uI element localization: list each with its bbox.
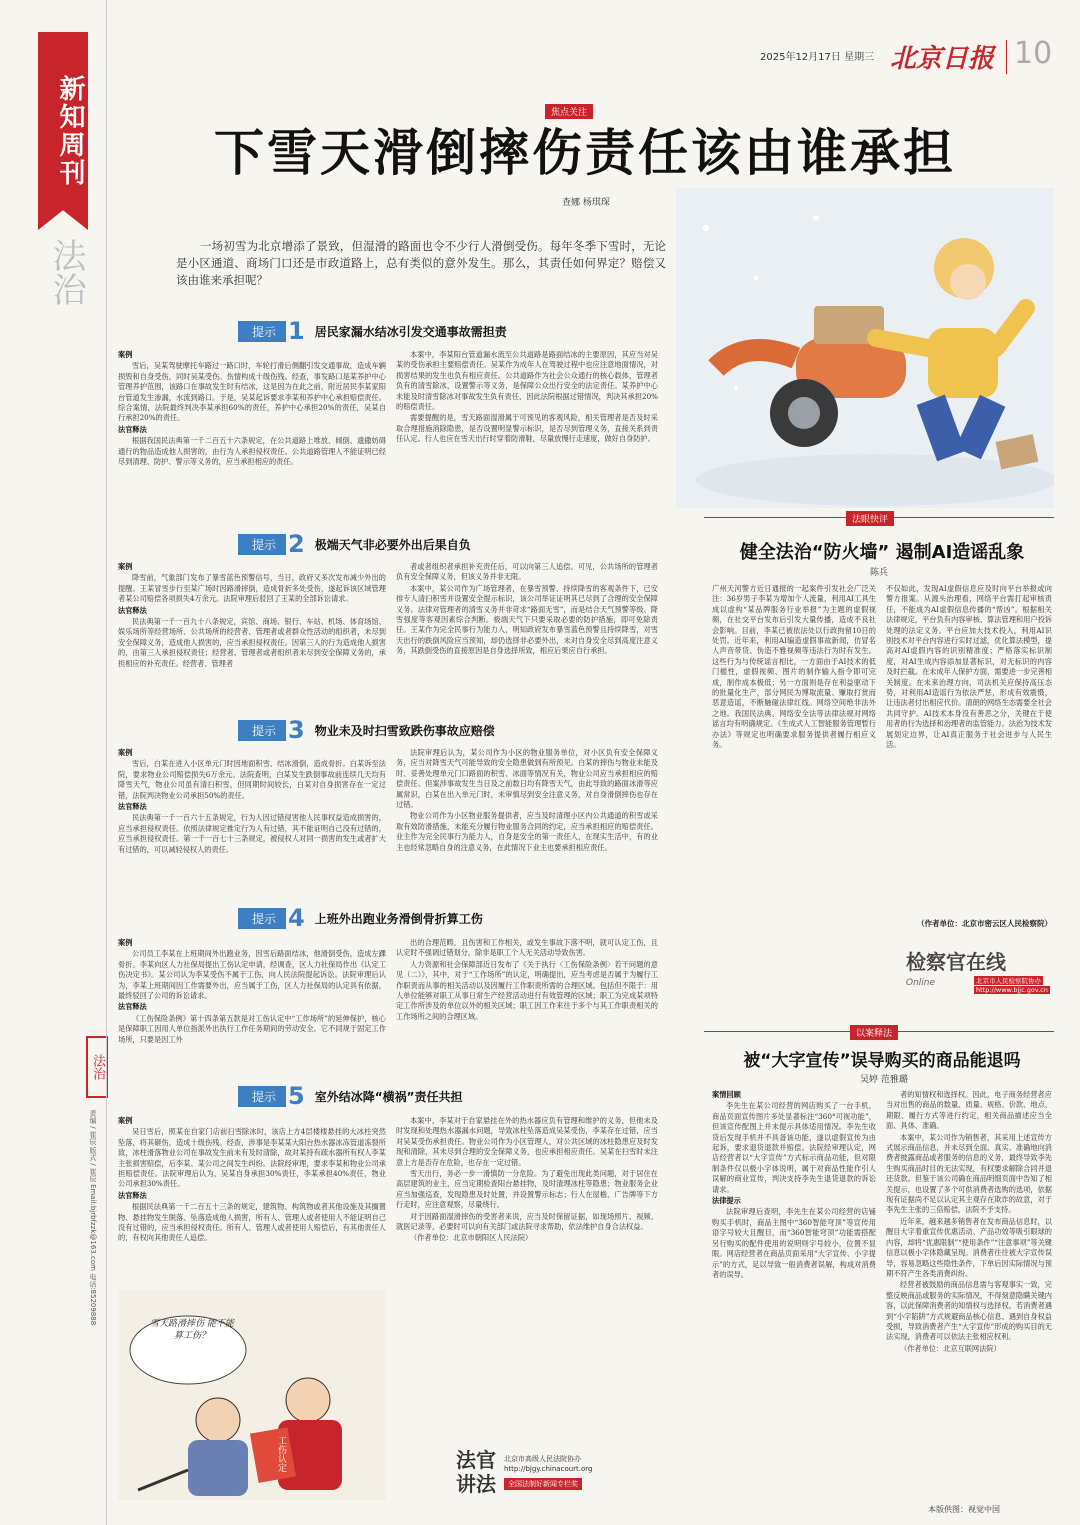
subheading: 案例 bbox=[118, 748, 133, 757]
tip-number: 5 bbox=[288, 1082, 305, 1110]
main-byline: 查娜 杨琪琛 bbox=[562, 198, 610, 208]
paragraph: 法院审理后认为，某公司作为小区的物业服务单位，对小区负有安全保障义务，应当对降雪天气可能导致的安全隐患做到有所预见。白某的摔伤与物业未能及时、妥善处理单元门口路面的积雪、冰面等情况有关，物业公司应当承担相应的赔偿责任。但案涉事故发生当日及之前数日均有降雪天气，由此导致的路面冰滑等应属常识，白某在出入单元门时，未审慎尽到安全注意义务，对自身滑倒摔伤也存在过错。 bbox=[396, 748, 658, 810]
subheading: 法官释法 bbox=[118, 424, 147, 434]
judge-ad-title: 法官讲法 bbox=[456, 1448, 496, 1496]
editor-credit: 责编 / 崔辰 版式 / 崔辰 Email:bjrbfzzk@163.com 电话:85209888 bbox=[89, 1110, 97, 1326]
prosecutor-ad-title: 检察官在线 bbox=[906, 950, 1006, 974]
prosecutor-ad-sponsor: 北京市人民检察院协办 bbox=[976, 977, 1041, 985]
paragraph: 对于因路面湿滑摔伤的受害者来说，应当及时保留证据，如现场照片、视频、就医记录等，必要时可以向有关部门或法院寻求帮助，依法维护自身合法权益。 bbox=[396, 1211, 658, 1232]
issue-date: 2025年12月17日 星期三 bbox=[760, 52, 875, 63]
subheading: 案情回顾 bbox=[712, 1090, 741, 1099]
section4-col1 bbox=[118, 938, 386, 1074]
subheading: 案例 bbox=[118, 938, 133, 947]
series-title: 新知周刊 bbox=[55, 75, 85, 187]
case-tag: 以案释法 bbox=[850, 1025, 898, 1040]
paragraph: 民法典第一千一百九十八条规定，宾馆、商场、银行、车站、机场、体育场馆、娱乐场所等经营场所、公共场所的经营者、管理者或者群众性活动的组织者，未尽到安全保障义务，造成他人损害的，应当承担侵权责任。因第三人的行为造成他人损害的，由第三人承担侵权责任；经营者、管理者或者组织者未尽到安全保障义务的，承担相应的补充责任。经营者、管理者 bbox=[118, 617, 386, 668]
subheading: 案例 bbox=[118, 562, 133, 571]
paragraph: 降雪前，气象部门发布了暴雪蓝色预警信号，当日，政府又多次发布减少外出的提醒。王某冒雪步行至某广场时因路滑摔倒，造成骨折多处受伤，遂起诉该区域管理者某公司赔偿各项损失4万余元。法院审理后驳回了王某的全部诉讼请求。 bbox=[118, 573, 386, 604]
paragraph: 出的合理范畴，且伤害和工作相关，或发生事故下落不明，就可认定工伤，且认定时不强调过错划分，除非是职工个人无关活动导致伤害。 bbox=[396, 938, 658, 958]
paragraph: 雪天出行，务必一步一滑慎防一分危险。为了避免出现此类问题，对于居住在高层建筑的业主，应当定期检查阳台悬挂物，及时清理冰柱等隐患；物业服务企业应当加强巡查，发现隐患及时处置，并设置警示标志；行人在屋檐、广告牌等下方行走时，应注意观察，尽量绕行。 bbox=[396, 1169, 658, 1210]
judge-column-ad bbox=[456, 1448, 616, 1500]
tip-header-4 bbox=[238, 904, 483, 932]
paragraph: 公司员工李某在上班期间外出跑业务，因雪后路面结冰，他滑倒受伤，造成左踝骨折。李某向区人力社保局提出工伤认定申请，经调查，区人力社保局作出《认定工伤决定书》。某公司认为李某受伤不属于工伤，向人民法院提起诉讼。法院审理后认为，李某上班期间因工作需要外出，应当属于工伤，区人力社保局的认定具有依据，最终驳回了公司的诉讼请求。 bbox=[118, 949, 386, 1001]
prosecutor-ad-url: http://www.bjjc.gov.cn bbox=[976, 986, 1048, 994]
paragraph: 李先生在某公司经营的网店购买了一台手机，商品页面宣传图片多处显著标注“360°可视功能”，但该宣传配图上并未提示具体适用情况。李先生收货后发现手机并不具备该功能，遂以虚假宣传为由起诉，要求退货退款并赔偿。法院经审理认定，网店经营者以“大字宣传”方式标示商品功能，但对限制条件仅以极小字体说明，属于对商品性能作引人误解的商业宣传，判决支持李先生退货退款的诉讼请求。 bbox=[712, 1101, 876, 1194]
subheading: 案例 bbox=[118, 1116, 133, 1125]
tip-title: 物业未及时扫雪致跌伤事故应赔偿 bbox=[314, 723, 495, 738]
lead-paragraph: 一场初雪为北京增添了景致，但湿滑的路面也令不少行人滑倒受伤。每年冬季下雪时，无论是小区通道、商场门口还是市政道路上，总有类似的意外发生。那么，其责任如何界定？赔偿又该由谁来承担呢？ bbox=[176, 239, 666, 287]
paragraph: （作者单位：北京市朝阳区人民法院） bbox=[410, 1233, 533, 1243]
prosecutor-ad-word: Online bbox=[906, 978, 936, 988]
column-title: 健全法治“防火墙” 遏制AI造谣乱象 bbox=[739, 542, 1025, 563]
tip-header-2 bbox=[238, 530, 471, 558]
section3-col2 bbox=[396, 748, 658, 898]
tip-label: 提示 bbox=[238, 1086, 286, 1107]
case-col1 bbox=[712, 1090, 876, 1480]
subheading: 案例 bbox=[118, 350, 133, 359]
cartoon-sign-text: 雪天路滑摔伤 能不能算工伤？ bbox=[150, 1319, 234, 1341]
judge-ad-url: http://bjgy.chinacourt.org bbox=[504, 1465, 593, 1473]
paragraph: 法院审理后查明，李先生在某公司经营的店铺购买手机时，商品主图中“360智能穹顶”等宣传用语字号较大且醒目，而“360智能穹顶”功能需搭配另行购买的配件使用的说明则字号较小，位置不显眼。网店经营者在商品页面采用“大字宣传、小字提示”的方式，足以导致一般消费者误解，构成对消费者的误导。 bbox=[712, 1207, 876, 1279]
judge-ad-award: 全国法制好新闻专栏奖 bbox=[504, 1478, 582, 1490]
paragraph: 吴日雪后，照某在自家门店前扫雪除冰时，该店上方4层楼楼悬挂的大冰柱突然坠落，将其砸伤，造成十级伤残。经查，涉事是李某某大阳台热水器冰冻管道冻裂所致，冰柱滑落物业公司在事故发生前未有及时清除，故对某持有疏水器所有权人李某主张损害赔偿，后李某、某公司之间发生纠纷。法院经审理，要求李某和物业公司承担赔偿责任。法院审理后认为，吴某自身承担30%责任，李某承担40%责任，物业公司承担30%责任。 bbox=[118, 1127, 386, 1189]
paragraph: 《工伤保险条例》第十四条第五款是对工伤认定中“工作场所”的延伸保护，核心是保障职工因用人单位指派外出执行工作任务期间的劳动安全。它不同规于固定工作场所，只要是因工外 bbox=[118, 1013, 386, 1044]
tip-title: 室外结冰降“横祸”责任共担 bbox=[314, 1089, 463, 1104]
tip-title: 居民家漏水结冰引发交通事故需担责 bbox=[314, 324, 507, 339]
tip-number: 3 bbox=[288, 716, 305, 744]
illustration-snow-fall bbox=[676, 188, 1054, 508]
tip-number: 1 bbox=[288, 317, 305, 345]
column-author: 陈兵 bbox=[870, 568, 889, 578]
column-credit: （作者单位：北京市密云区人民检察院） bbox=[917, 919, 1052, 928]
column-col1: 广州天河警方近日通报的一起案件引发社会广泛关注：36岁男子李某为增加个人流量，利用AI工具生成以虚构“某品牌服务行业举报”为主题的虚假视频，在社交平台发布后引发大量传播，造成不良社会影响。目前，李某已被依法处以行政拘留10日的处罚。近年来，利用AI编造虚假事故新闻，仿冒名人声音带货、伪造不雅视频等违法行为时有发生。这些行为与传统谣言相比，一方面由于AI技术的低门槛性，虚假视频、图片的制作输入指令即可完成，制作成本极低；另一方面则是存在利益驱动下的批量化生产，部分网民为博取流量、赚取打赏而恶意造谣，不断触碰法律红线。网络空间绝非法外之地。我国民法典、网络安全法等法律法规对网络谣言均有明确规定。《生成式人工智能服务管理暂行办法》等规定也明确要求服务提供者履行相应义务。 bbox=[712, 584, 876, 750]
paragraph: （作者单位：北京互联网法院） bbox=[900, 1343, 1001, 1353]
section2-col1 bbox=[118, 562, 386, 710]
section4-col2 bbox=[396, 938, 658, 1074]
section2-col2 bbox=[396, 562, 658, 710]
paragraph: 需要提醒的是，雪天路面湿滑属于可预见的客观风险，相关管理者是否及时采取合理措施消除隐患，是否设置明显警示标识，是否尽到管理义务，直接关系到责任认定。行人也应在雪天出行时穿着防滑鞋，尽量放慢行走速度，做好自身防护。 bbox=[396, 413, 658, 444]
section3-col1 bbox=[118, 748, 386, 898]
logo-divider bbox=[1006, 40, 1007, 74]
section1-col1 bbox=[118, 350, 386, 518]
paragraph: 本案中，某公司作为销售者，其采用上述宣传方式展示商品信息，并未尽到全面、真实、准确地向消费者披露商品或者服务的信息的义务，最终导致李先生购买商品时目的无法实现，有权要求解除合同并退还货款。但鉴于该公司确在商品明细页面中告知了相关提示，也设置了多个可供消费者选购的选项，依据现有证据尚不足以认定其主观存在欺诈的故意，对于李先生主张的三倍赔偿，法院不予支持。 bbox=[886, 1132, 1052, 1215]
paragraph: 本案中，李某对于自家悬挂在外的热水器应负有管理和维护的义务，但他未及时发现和处理热水器漏水问题，导致冰柱坠落造成吴某受伤，李某存在过错，应当对吴某受伤承担责任。物业公司作为小区管理人，对公共区域的冰柱隐患应及时发现和清除，其未尽到合理的安全保障义务，也应承担相应责任。吴某在扫雪时未注意上方是否存在危险，也存在一定过错。 bbox=[396, 1116, 658, 1167]
tip-label: 提示 bbox=[238, 321, 286, 342]
focus-tag: 焦点关注 bbox=[545, 104, 593, 119]
section-label: 法治 bbox=[46, 238, 86, 306]
paragraph: 经营者被鼓励的商品信息需与客观事实一致，完整反映商品或服务的实际情况，不得刻意隐瞒关键内容，以此保障消费者的知情权与选择权。若消费者遇到“小字陷阱”方式规避商品核心信息、遇到自身权益受损，导致消费者产生“大字宣传”形成的购买目的无法实现，消费者可以依法主张相应权利。 bbox=[886, 1280, 1052, 1342]
cartoon-doc-text: 工伤认定 bbox=[276, 1436, 286, 1472]
paragraph: 人力资源和社会保障部近日发布了《关于执行〈工伤保险条例〉若干问题的意见（二）》，其中，对于“工作场所”的认定，明确提出，应当考虑是否属于为履行工作职责而从事的相关活动以及因履行工作职责所需的合理区域。包括但不限于：用人单位能够对职工从事日常生产经营活动进行有效管理的区域；职工为完成某项特定工作所涉及的单位以外的相关区域；职工因工作来往于多个与其工作职责相关的工作场所之间的合理区域。 bbox=[396, 959, 658, 1021]
paragraph: 本案中，李某阳台管道漏水流至公共道路是路面结冰的主要原因，其应当对吴某的受伤承担主要赔偿责任。吴某作为成年人在驾驶过程中也应注意地面情况，对损害结果的发生也负有相应责任。公共道路作为社会公众通行的核心载体，管理者负有的清雪除冰，设置警示等义务，是保障公众出行安全的法定责任。某养护中心未能及时清雪除冰对事故发生负有责任，因此法院根据过错情况，判决其承担20%的赔偿责任。 bbox=[396, 350, 658, 412]
case-title: 被“大字宣传”误导购买的商品能退吗 bbox=[743, 1051, 1021, 1071]
tip-label: 提示 bbox=[238, 720, 286, 741]
main-headline: 下雪天滑倒摔伤责任该由谁承担 bbox=[214, 124, 956, 182]
section1-col2 bbox=[396, 350, 658, 518]
case-col2 bbox=[886, 1090, 1052, 1480]
subheading: 法官释法 bbox=[118, 1002, 147, 1012]
sidebar-divider bbox=[106, 0, 107, 1525]
tip-title: 上班外出跑业务滑倒骨折算工伤 bbox=[314, 911, 483, 926]
case-byline: 吴婷 范雅璐 bbox=[860, 1075, 908, 1085]
paragraph: 根据民法典第一千二百五十三条的规定，建筑物、构筑物或者其他设施及其搁置物、悬挂物发生脱落、坠落造成他人损害，所有人、管理人或者使用人不能证明自己没有过错的，应当承担侵权责任。所有人、管理人或者使用人赔偿后，有其他责任人的，有权向其他责任人追偿。 bbox=[118, 1202, 386, 1243]
section5-col1 bbox=[118, 1116, 386, 1284]
judge-ad-sponsor: 北京市高级人民法院协办 bbox=[504, 1455, 581, 1463]
subheading: 法官释法 bbox=[118, 1190, 147, 1200]
paragraph: 近年来，越来越多销售者在发布商品信息时，以醒目大字着重宣传优惠活动、产品功效等吸引眼球的内容，却将“优惠限制”“使用条件”“注意事项”等关键信息以极小字体隐藏呈现。消费者往往被大字宣传误导，容易忽略这些隐性条件，下单后因实际情况与预期不符产生各类消费纠纷。 bbox=[886, 1216, 1052, 1278]
tip-label: 提示 bbox=[238, 534, 286, 555]
tip-header-3 bbox=[238, 716, 495, 744]
brand-logo: 北京日报 bbox=[890, 44, 995, 74]
subheading: 法官释法 bbox=[118, 605, 147, 615]
tip-header-5 bbox=[238, 1082, 463, 1110]
sidebar-stamp: 法治 bbox=[86, 1036, 108, 1098]
tip-header-1 bbox=[238, 317, 507, 345]
paragraph: 本案中，某公司作为广场管理者，在暴雪预警、持续降雪的客观条件下，已安排专人清扫积雪并设置安全提示标识，该公司举证证明其已尽到了合理的安全保障义务。法律对管理者的清雪义务并非苛求“路面无雪”，而是结合天气预警等级、降雪强度等客观因素综合判断。极端天气下只要采取必要的防护措施，即可免除责任。王某作为完全民事行为能力人，明知政府发布暴雪蓝色预警且持续降雪，对雪天出行的跌倒风险应当预知，却仍选择非必要外出，未对自身安全尽到高度注意义务，其跌倒受伤的直接原因是自身选择所致，相应后果应自行承担。 bbox=[396, 583, 658, 656]
tip-title: 极端天气非必要外出后果自负 bbox=[314, 537, 471, 552]
tip-number: 4 bbox=[288, 904, 305, 932]
subheading: 法律提示 bbox=[712, 1196, 741, 1206]
paragraph: 根据我国民法典第一千二百五十六条规定，在公共道路上堆放、倾倒、遗撒妨碍通行的物品造成他人损害的，由行为人承担侵权责任。公共道路管理人不能证明已经尽到清理、防护、警示等义务的，应当承担相应的责任。 bbox=[118, 436, 386, 467]
tip-label: 提示 bbox=[238, 908, 286, 929]
photo-credit: 本版供图：视觉中国 bbox=[928, 1505, 1000, 1514]
paragraph: 者的知情权和选择权。因此，电子商务经营者应当对出售的商品的数量、质量、规格、价款、地点、期限、履行方式等进行约定，相关商品描述应当全面、具体、准确。 bbox=[886, 1090, 1052, 1131]
tip-number: 2 bbox=[288, 530, 305, 558]
paragraph: 雪后，吴某驾驶摩托车路过一路口时，车轮打滑后侧翻引发交通事故，造成车辆损毁和自身受伤，同时吴某受伤。伤情构成十级伤残。经查，事发路口是某养护中心管理养护范围，该路口在事故发生时有结冰，这是因为在此之前，附近居民李某家阳台管道发生渗漏，水流到路口。于是，吴某起诉要求李某和养护中心承担赔偿责任。综合案情，法院最终判决李某承担60%的责任，养护中心承担20%的责任，吴某自行承担20%的责任。 bbox=[118, 361, 386, 423]
column-tag: 法眼快评 bbox=[846, 511, 894, 526]
paragraph: 雪后，白某在进入小区单元门时因地面积雪、结冰滑倒，造成骨折。白某诉至法院，要求物业公司赔偿损失6万余元。法院查明，白某发生跌倒事故前连续几天均有降雪天气，物业公司虽有清扫积雪，但同期时间较长，白某对自身损害存在一定过错，法院判决物业公司承担50%的责任。 bbox=[118, 759, 386, 800]
column-col2: 不仅如此，发现AI虚假信息应及时向平台举报或向警方报案。从源头治理看，网络平台需打起审核责任，不能成为AI虚假信息传播的“帮凶”。根据相关法律规定，平台负有内容审核、算法管理和用户投诉处理的法定义务。平台应加大技术投入，利用AI识别技术对平台内容进行实时过滤，优化算法模型，提高对AI虚假内容的识别精准度；严格落实标识制度，对AI生成内容添加显著标识，对无标识的内容及时拦截。在未成年人保护方面，需要进一步完善相关制度。在未来治理方向，司法机关应保持高压态势，对利用AI造谣行为依法严惩，形成有效震慑，让违法者付出相应代价。清朗的网络生态需要全社会共同守护。AI技术本身没有善恶之分，关键在于使用者的行为选择和治理者的监管能力。法治为技术发展划定边界，让AI真正服务于社会进步与人民生活。 bbox=[886, 584, 1052, 750]
page-number: 10 bbox=[1014, 36, 1053, 71]
paragraph: 物业公司作为小区物业服务提供者，应当及时清理小区内公共通道的积雪或采取有效防滑措施，未能充分履行物业服务合同的约定，应当承担相应的赔偿责任。业主作为完全民事行为能力人，自身是安全的第一责任人，在现实生活中，有的业主也经常忽略自身的注意义务，在此情况下业主也要承担相应责任。 bbox=[396, 811, 658, 852]
section5-col2 bbox=[396, 1116, 658, 1442]
prosecutor-online-ad bbox=[906, 946, 1052, 998]
subheading: 法官释法 bbox=[118, 802, 147, 812]
paragraph: 者或者组织者承担补充责任后，可以向第三人追偿。可见，公共场所的管理者负有安全保障义务，但该义务并非无限。 bbox=[396, 562, 658, 582]
paragraph: 民法典第一千一百六十五条规定，行为人因过错侵害他人民事权益造成损害的，应当承担侵权责任。依照法律规定推定行为人有过错，其不能证明自己没有过错的，应当承担侵权责任。第一千一百七十三条规定，被侵权人对同一损害的发生或者扩大有过错的，可以减轻侵权人的责任。 bbox=[118, 813, 386, 854]
